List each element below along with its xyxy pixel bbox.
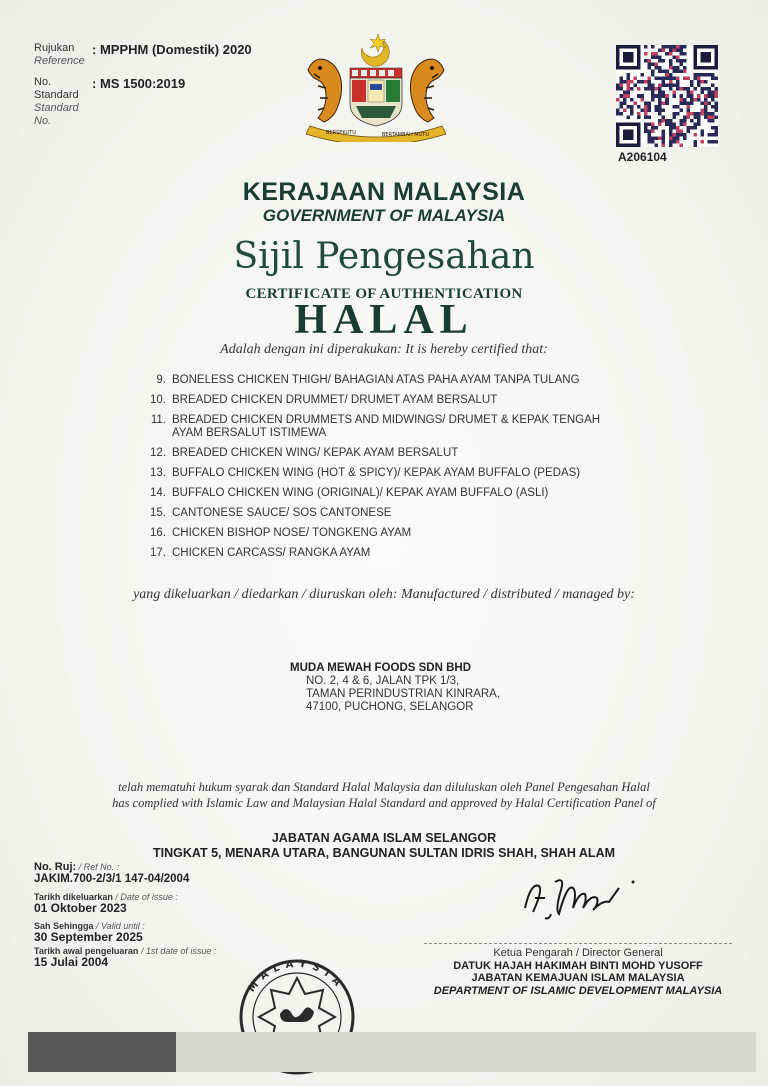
bottom-dark-bar (28, 1032, 176, 1072)
certificate-title-ms: Sijil Pengesahan (233, 236, 535, 277)
signature-icon (515, 868, 645, 928)
halal-title: HALAL (294, 297, 474, 343)
certificate-details (34, 861, 216, 975)
product-item (140, 527, 620, 540)
product-text: BUFFALO CHICKEN WING (HOT & SPICY)/ KEPAK AYAM BUFFALO (PEDAS) (172, 467, 581, 479)
issue-date-value: 01 Oktober 2023 (34, 901, 127, 915)
director-block (424, 947, 732, 997)
product-number: 11. (150, 414, 166, 426)
government-title-en: GOVERNMENT OF MALAYSIA (262, 206, 506, 225)
company-name: MUDA MEWAH FOODS SDN BHD (290, 662, 472, 674)
first-issue-block: Tarikh awal pengeluaran / 1st date of issue : 15 Julai 2004 (34, 946, 217, 969)
company-address-line-2: TAMAN PERINDUSTRIAN KINRARA, (306, 688, 501, 700)
compliance-statement-ms: telah mematuhi hukum syarak dan Standard Halal Malaysia dan diluluskan oleh Panel Pengesahan Halal (118, 780, 650, 794)
valid-until-value: 30 September 2025 (34, 930, 143, 944)
product-number: 17. (150, 547, 166, 559)
director-title: Ketua Pengarah / Director General (493, 947, 663, 959)
certificate-title-en: CERTIFICATE OF AUTHENTICATION (245, 286, 523, 302)
product-number: 16. (150, 527, 166, 539)
seal-ring-text: MALAYSIA (246, 958, 347, 995)
product-number: 12. (150, 447, 166, 459)
product-item (140, 394, 620, 407)
product-number: 13. (150, 467, 166, 479)
authority-address: TINGKAT 5, MENARA UTARA, BANGUNAN SULTAN IDRIS SHAH, SHAH ALAM (152, 846, 616, 860)
director-dept-ms: JABATAN KEMAJUAN ISLAM MALAYSIA (471, 972, 685, 984)
reference-label: Rujukan Reference (34, 42, 85, 67)
reference-block (34, 42, 252, 136)
standard-label: No. Standard Standard No. (34, 76, 79, 127)
director-name: DATUK HAJAH HAKIMAH BINTI MOHD YUSOFF (453, 959, 703, 972)
product-number: 9. (156, 374, 166, 386)
compliance-statement-en: has complied with Islamic Law and Malaysian Halal Standard and approved by Halal Certification Panel of (112, 796, 656, 810)
authority-name: JABATAN AGAMA ISLAM SELANGOR (271, 831, 497, 845)
compliance-statement (0, 779, 768, 811)
product-list (140, 374, 620, 567)
government-title-ms: KERAJAAN MALAYSIA (242, 178, 526, 206)
product-text: CHICKEN BISHOP NOSE/ TONGKENG AYAM (172, 527, 412, 539)
product-item (140, 547, 620, 560)
product-text: BREADED CHICKEN WING/ KEPAK AYAM BERSALUT (172, 447, 459, 459)
product-text: BONELESS CHICKEN THIGH/ BAHAGIAN ATAS PAHA AYAM TANPA TULANG (172, 374, 580, 386)
product-item (140, 467, 620, 480)
bottom-strip (176, 1032, 756, 1072)
authority-block (0, 831, 768, 861)
signature-line (424, 943, 732, 944)
company-address-line-3: 47100, PUCHONG, SELANGOR (306, 701, 474, 713)
product-number: 14. (150, 487, 166, 499)
product-item (140, 507, 620, 520)
standard-value: : MS 1500:2019 (92, 76, 186, 91)
issue-date-block: Tarikh dikeluarkan / Date of issue : 01 Oktober 2023 (34, 892, 216, 915)
product-number: 15. (150, 507, 166, 519)
qr-code-icon (615, 45, 719, 147)
reference-value: : MPPHM (Domestik) 2020 (92, 42, 252, 57)
certified-statement: Adalah dengan ini diperakukan: It is hereby certified that: (220, 342, 548, 357)
product-item (140, 487, 620, 500)
coat-of-arms-icon (300, 30, 452, 142)
first-issue-value: 15 Julai 2004 (34, 955, 109, 969)
product-item (140, 447, 620, 460)
crest-ribbon-right: BERTAMBAH MUTU (382, 132, 429, 138)
product-text: BREADED CHICKEN DRUMMETS AND MIDWINGS/ DRUMET & KEPAK TENGAH AYAM BERSALUT ISTIMEWA (172, 414, 601, 439)
crest-ribbon-left: BERSEKUTU (326, 130, 356, 136)
manufactured-statement: yang dikeluarkan / diedarkan / diuruskan oleh: Manufactured / distributed / managed by: (133, 587, 635, 602)
ref-no-value: JAKIM.700-2/3/1 147-04/2004 (34, 873, 190, 885)
product-item (140, 374, 620, 387)
valid-until-block: Sah Sehingga / Valid until : 30 September 2025 (34, 921, 216, 944)
product-text: CANTONESE SAUCE/ SOS CANTONESE (172, 507, 392, 519)
product-item (140, 414, 620, 440)
product-text: CHICKEN CARCASS/ RANGKA AYAM (172, 547, 371, 559)
company-address-line-1: NO. 2, 4 & 6, JALAN TPK 1/3, (306, 675, 460, 687)
company-block (290, 662, 500, 714)
product-text: BUFFALO CHICKEN WING (ORIGINAL)/ KEPAK AYAM BUFFALO (ASLI) (172, 487, 549, 499)
product-text: BREADED CHICKEN DRUMMET/ DRUMET AYAM BERSALUT (172, 394, 498, 406)
director-dept-en: DEPARTMENT OF ISLAMIC DEVELOPMENT MALAYSIA (433, 984, 723, 997)
product-number: 10. (150, 394, 166, 406)
ref-no-block: No. Ruj: / Ref No. : JAKIM.700-2/3/1 147-04/2004 (34, 861, 216, 886)
qr-code-text: A206104 (618, 150, 667, 164)
